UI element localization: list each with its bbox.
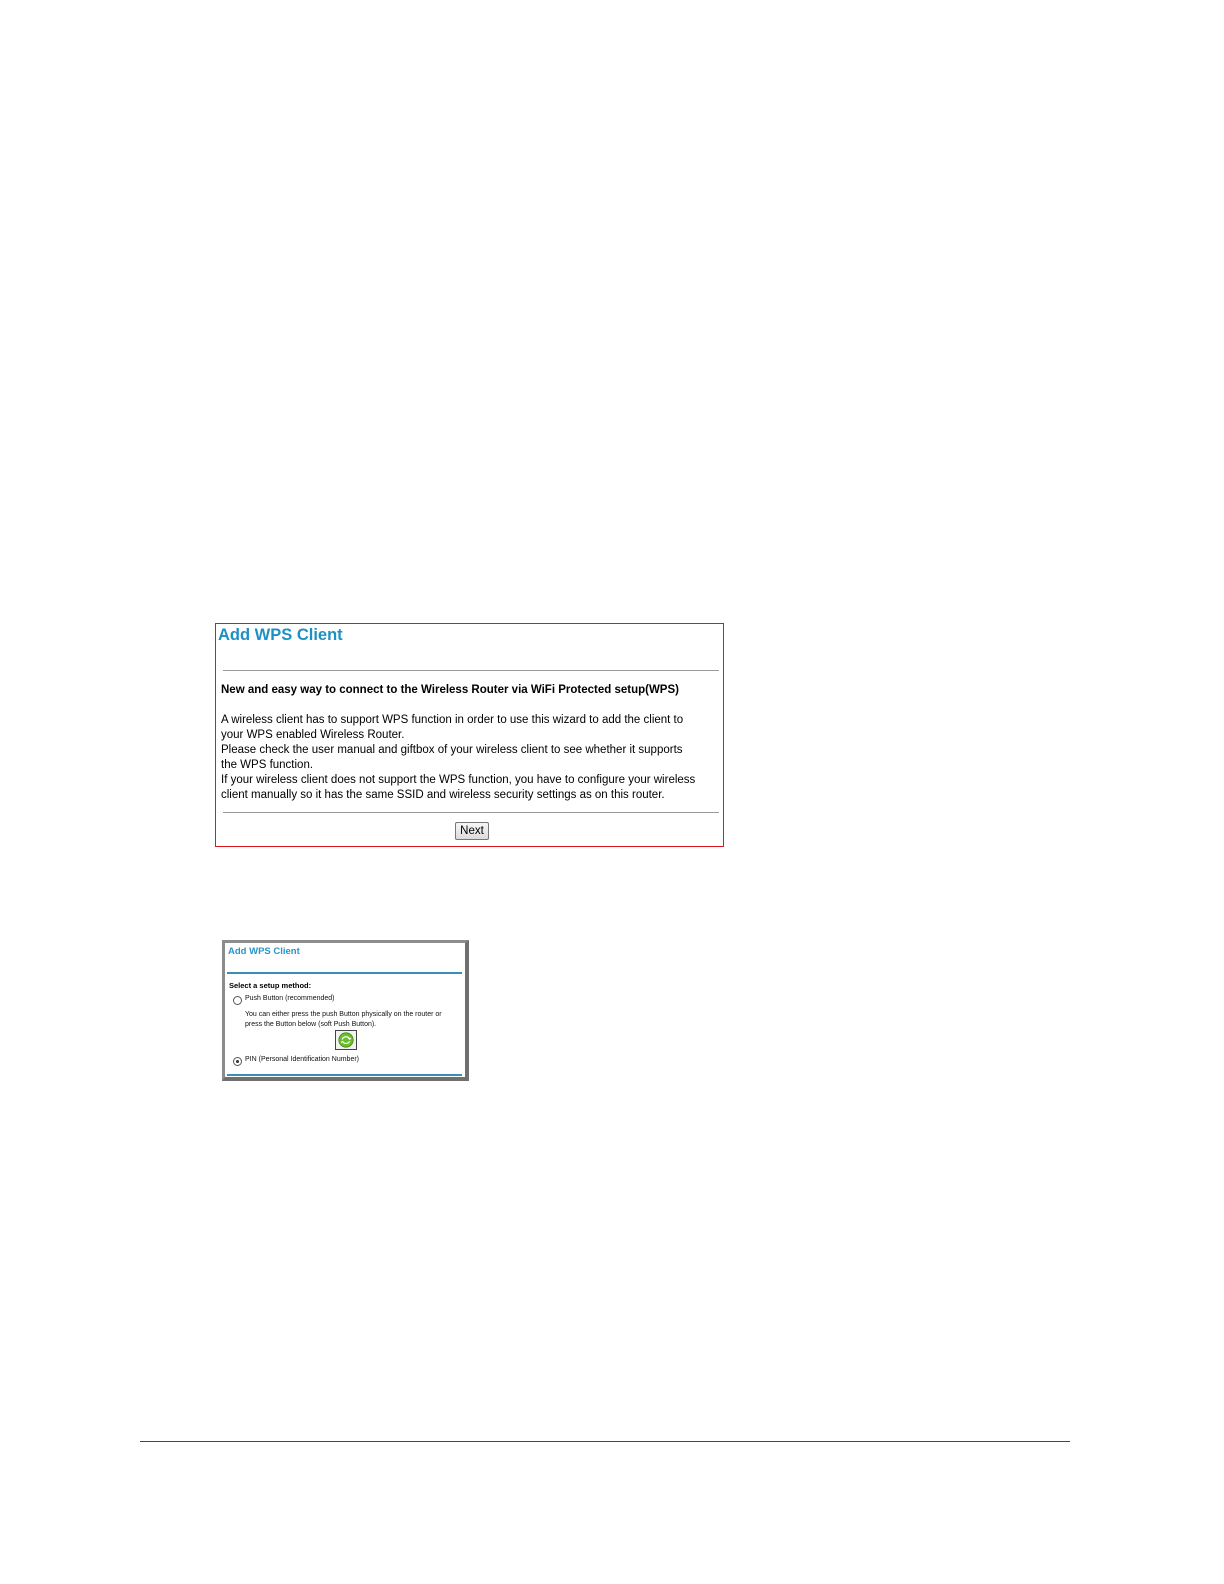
setup-method-label: Select a setup method: [229, 981, 312, 990]
instructions-line: client manually so it has the same SSID and wireless security settings as on this router. [221, 789, 665, 801]
push-button-radio[interactable] [233, 996, 242, 1005]
instructions-line: your WPS enabled Wireless Router. [221, 729, 405, 741]
instructions-line: the WPS function. [221, 759, 314, 771]
pin-option-label: PIN (Personal Identification Number) [245, 1056, 359, 1063]
soft-push-button[interactable] [335, 1030, 357, 1050]
instructions-text [221, 713, 726, 803]
divider [227, 1074, 462, 1076]
instructions-line: Please check the user manual and giftbox of your wireless client to see whether it supports [221, 744, 683, 756]
description-line: You can either press the push Button physically on the router or [245, 1011, 442, 1018]
pin-radio[interactable] [233, 1057, 242, 1066]
push-button-option-label: Push Button (recommended) [245, 995, 335, 1002]
footer-divider [140, 1441, 1070, 1442]
push-button-description [245, 1010, 442, 1029]
add-wps-client-intro-panel [215, 623, 724, 847]
instructions-line: A wireless client has to support WPS function in order to use this wizard to add the client to [221, 714, 684, 726]
divider [223, 812, 719, 813]
page-title: Add WPS Client [228, 946, 300, 957]
section-heading: New and easy way to connect to the Wireless Router via WiFi Protected setup(WPS) [221, 684, 679, 696]
next-button[interactable]: Next [455, 822, 489, 840]
divider [223, 670, 719, 671]
add-wps-client-method-panel [222, 940, 469, 1081]
instructions-line: If your wireless client does not support the WPS function, you have to configure your wireless [221, 774, 696, 786]
wps-icon [337, 1032, 355, 1048]
page-title: Add WPS Client [218, 626, 343, 644]
description-line: press the Button below (soft Push Button). [245, 1020, 377, 1028]
divider [227, 972, 462, 974]
